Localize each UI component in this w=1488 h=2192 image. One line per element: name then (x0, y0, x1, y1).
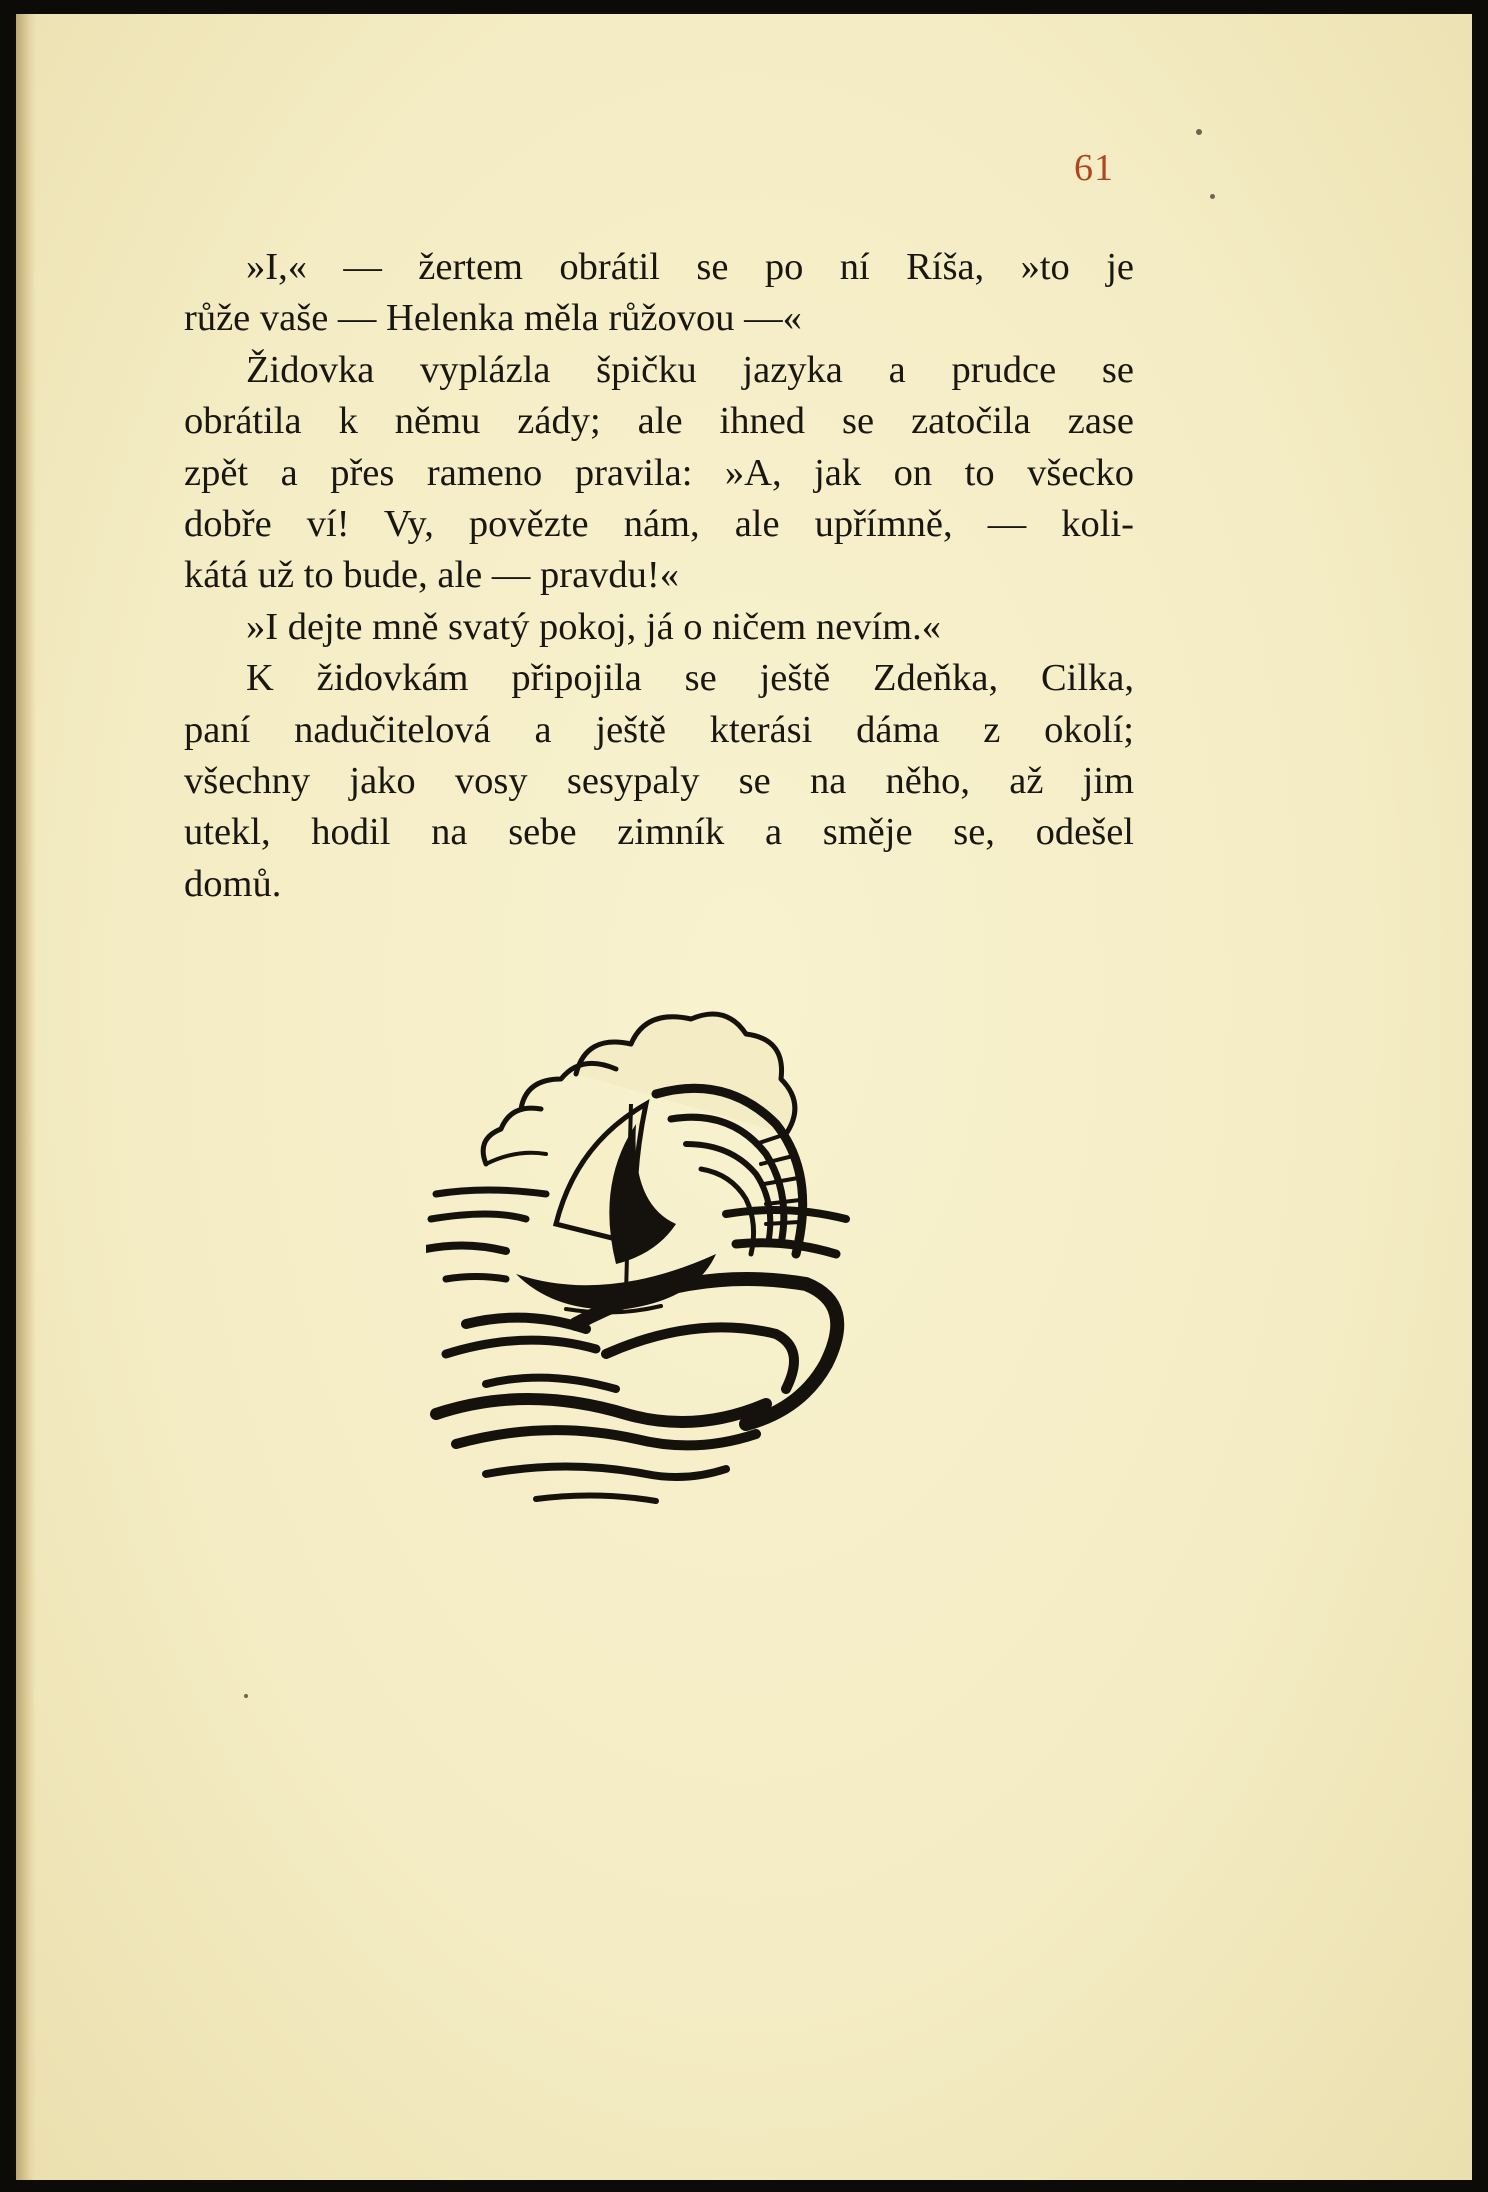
text-line: Židovka vyplázla špičku jazyka a prudce se (246, 348, 1134, 391)
paper-speck (244, 1694, 248, 1698)
text-line: paní nadučitelová a ještě kterási dáma z okolí; (184, 708, 1134, 751)
text-line: domů. (184, 862, 282, 905)
text-line: »I,« — žertem obrátil se po ní Ríša, »to je (246, 246, 1134, 288)
sailboat-on-waves-vignette-icon (426, 994, 896, 1514)
body-text (184, 242, 1134, 910)
text-line: všechny jako vosy sesypaly se na něho, až jim (184, 760, 1134, 803)
paper-speck (1196, 129, 1202, 135)
page-spine-shadow (16, 14, 36, 2180)
text-line: »I dejte mně svatý pokoj, já o ničem nevím.« (246, 605, 941, 648)
text-line: dobře ví! Vy, povězte nám, ale upřímně, — koli- (184, 503, 1134, 546)
page-number: 61 (1074, 147, 1114, 189)
text-line: zpět a přes rameno pravila: »A, jak on to všecko (184, 451, 1134, 494)
text-line: obrátila k němu zády; ale ihned se zatočila zase (184, 400, 1134, 443)
paper-speck (1210, 194, 1215, 199)
text-line: utekl, hodil na sebe zimník a směje se, odešel (184, 811, 1134, 854)
text-line: K židovkám připojila se ještě Zdeňka, Cilka, (246, 657, 1134, 700)
text-line: kátá už to bude, ale — pravdu!« (184, 554, 679, 597)
book-page (16, 14, 1472, 2180)
text-line: růže vaše — Helenka měla růžovou —« (184, 297, 802, 340)
